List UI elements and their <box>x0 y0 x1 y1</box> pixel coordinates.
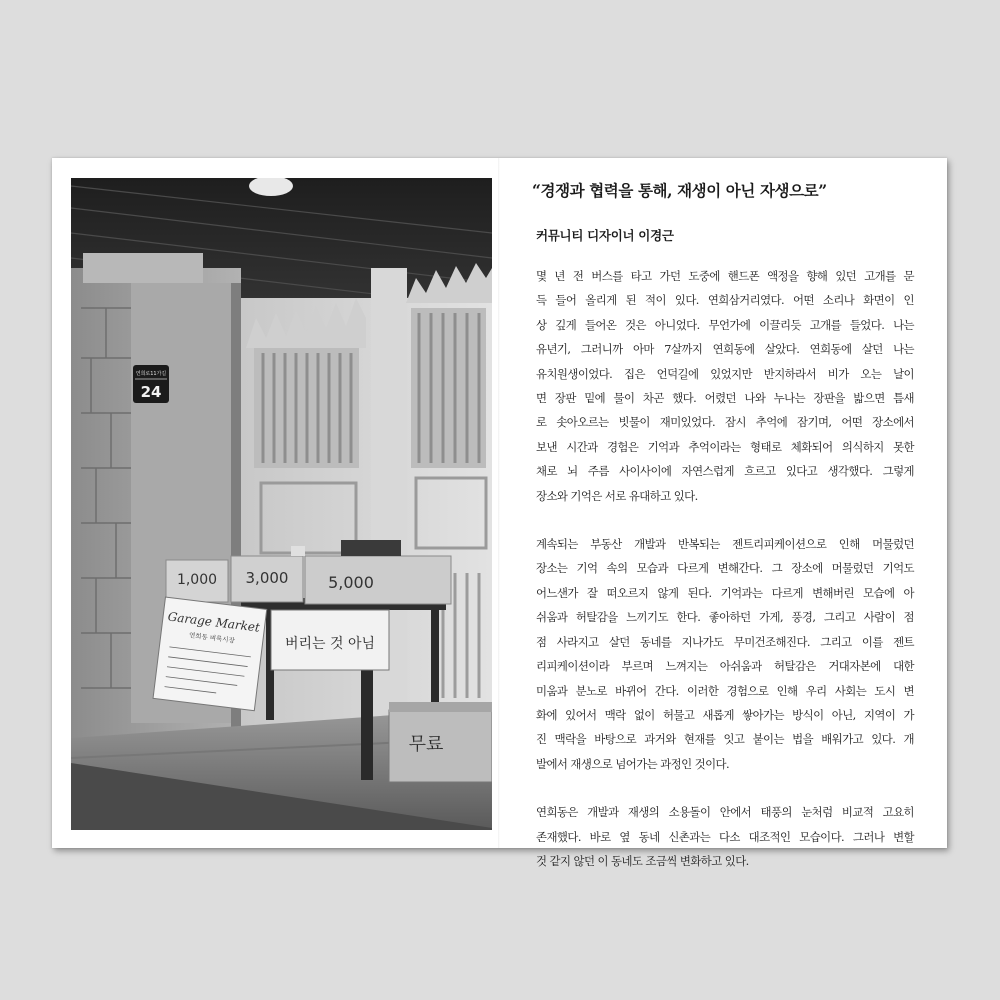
price-tag-1: 1,000 <box>176 572 218 588</box>
address-plate-street: 연희로11가길 <box>135 371 167 377</box>
text-line: 화에 있어서 맥락 없이 허물고 새롭게 쌓아가는 방식이 아닌, 지역이 가 <box>536 707 914 722</box>
book-spread <box>52 158 947 868</box>
text-line: 유치원생이었다. 집은 언덕길에 있었지만 반지하라서 비가 오는 날이 <box>536 366 914 381</box>
text-line: 점 사라지고 살던 동네를 지나가도 무미건조해진다. 그리고 이를 젠트 <box>536 634 914 649</box>
text-line: 상 깊게 들어온 것은 아니었다. 무언가에 이끌리듯 고개를 들었다. 나는 <box>536 317 914 332</box>
address-plate <box>133 365 169 403</box>
text-line: 진 맥락을 바탕으로 과거와 현재를 잇고 붙이는 법을 배워가고 있다. 개 <box>536 732 914 747</box>
article-author: 커뮤니티 디자이너 이경근 <box>536 228 674 243</box>
text-line: 유년기, 그러니까 아마 7살까지 연희동에 살았다. 연희동에 살던 나는 <box>536 342 914 357</box>
text-line: 어느샌가 잘 떠오르지 않게 된다. 기억과는 다르게 변해버린 모습에 아 <box>536 585 914 600</box>
article-title: “경쟁과 협력을 통해, 재생이 아닌 자생으로” <box>532 181 827 200</box>
text-line: 몇 년 전 버스를 타고 가던 도중에 핸드폰 액정을 향해 있던 고개를 문 <box>536 269 914 283</box>
text-page <box>532 178 914 873</box>
paragraph-2 <box>536 532 914 776</box>
price-tag-2: 3,000 <box>245 569 289 587</box>
price-box-3 <box>305 556 451 604</box>
free-box-label: 무료 <box>408 734 444 755</box>
paragraph-3 <box>536 800 914 873</box>
text-line: 장소와 기억은 서로 유대하고 있다. <box>536 488 698 503</box>
text-line: 리피케이션이라 부르며 느껴지는 아쉬움과 허탈감은 거대자본에 대한 <box>536 659 914 674</box>
text-line: 쉬움과 허탈감을 느끼기도 한다. 좋아하던 가게, 풍경, 그리고 사람이 점 <box>536 610 914 625</box>
garage-sign-title: Garage Market <box>166 609 261 635</box>
text-line: 연희동은 개발과 재생의 소용돌이 안에서 태풍의 눈처럼 비교적 고요히 <box>536 805 914 820</box>
text-line: 득 들어 올리게 된 적이 있다. 연희삼거리였다. 어떤 소리나 화면이 인 <box>536 293 914 308</box>
photo-illustration <box>71 178 492 830</box>
address-plate-number: 24 <box>140 383 162 401</box>
text-line: 발에서 재생으로 넘어가는 과정인 것이다. <box>536 756 730 771</box>
text-line: 존재했다. 바로 옆 동네 신촌과는 다소 대조적인 모습이다. 그러나 변할 <box>536 829 914 844</box>
text-line: 보낸 시간과 경험은 기억과 추억이라는 형태로 체화되어 의식하지 못한 <box>536 439 914 454</box>
street-photo <box>71 178 492 830</box>
not-trash-sign-text: 버리는 것 아님 <box>284 636 376 652</box>
free-box <box>389 702 492 782</box>
page-gutter <box>498 158 500 848</box>
text-line: 장소는 기억 속의 모습과 다르게 변해간다. 그 장소에 머물렀던 기억도 <box>536 561 914 576</box>
price-box-2 <box>231 556 303 602</box>
price-box-1 <box>166 560 228 602</box>
garage-market-sign <box>153 597 267 711</box>
garage-sign-subtitle: 연희동 벼룩시장 <box>188 631 236 645</box>
text-line: 로 솟아오르는 빗물이 재미있었다. 잠시 추억에 잠기며, 어떤 장소에서 <box>536 415 914 430</box>
not-trash-sign <box>271 610 389 670</box>
text-line: 것 같지 않던 이 동네도 조금씩 변화하고 있다. <box>536 853 749 868</box>
text-line: 미움과 분노로 바뀌어 간다. 이러한 경험으로 인해 우리 사회는 도시 변 <box>536 683 914 698</box>
paragraph-1 <box>536 264 914 508</box>
text-line: 면 장판 밑에 물이 차곤 했다. 어렸던 나와 누나는 장판을 밟으면 틈새 <box>536 391 914 406</box>
text-line: 계속되는 부동산 개발과 반복되는 젠트리피케이션으로 인해 머물렀던 <box>536 537 914 552</box>
text-line: 채로 뇌 주름 사이사이에 자연스럽게 흐르고 있다고 생각했다. 그렇게 <box>536 464 914 479</box>
price-tag-3: 5,000 <box>328 573 374 592</box>
